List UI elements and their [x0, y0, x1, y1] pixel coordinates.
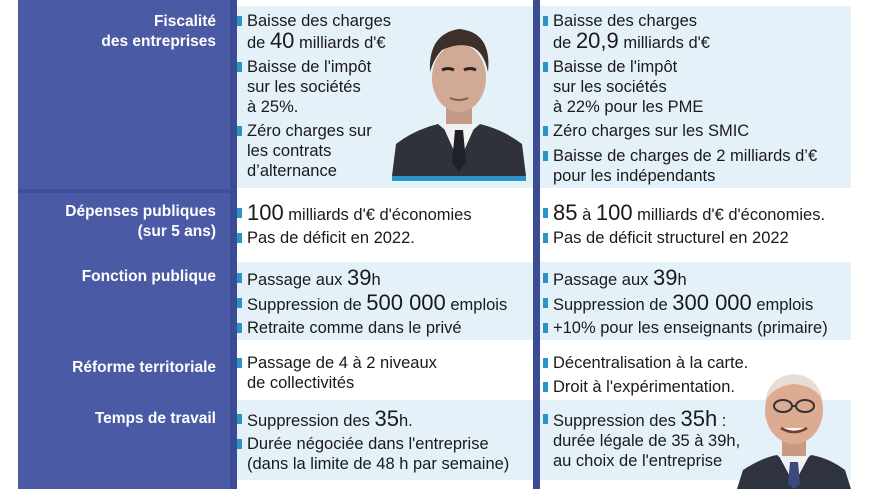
juppe-territoriale-item-2: Droit à l'expérimentation. — [543, 377, 735, 397]
item-text: de 40 milliards d'€ — [247, 28, 386, 53]
item-text: (dans la limite de 48 h par semaine) — [247, 455, 510, 473]
item-text: Passage de 4 à 2 niveaux — [247, 354, 437, 372]
item-text: de collectivités — [247, 374, 355, 392]
category-label: (sur 5 ans) — [137, 223, 216, 240]
juppe-fiscal-item-4 — [543, 146, 817, 186]
item-text: à 22% pour les PME — [553, 98, 704, 116]
item-text: au choix de l'entreprise — [553, 452, 723, 470]
category-label: Fiscalité — [153, 13, 216, 30]
item-text: à 25%. — [247, 98, 299, 116]
juppe-fonction-item-3: +10% pour les enseignants (primaire) — [543, 318, 828, 338]
category-travail — [95, 409, 216, 429]
item-text: Baisse de l'impôt — [247, 58, 372, 76]
category-sidebar — [18, 0, 230, 489]
fillon-fonction-item-3: Retraite comme dans le privé — [237, 318, 462, 338]
row-separator — [18, 189, 230, 193]
juppe-fonction-item-2: Suppression de 300 000 emplois — [543, 293, 813, 315]
category-depenses — [65, 202, 216, 242]
fillon-fiscal-item-1 — [237, 11, 391, 53]
category-label: Dépenses publiques — [65, 203, 216, 220]
juppe-fonction-item-1: Passage aux 39h — [543, 268, 687, 290]
category-fonction — [82, 267, 216, 287]
fillon-fiscal-item-3 — [237, 121, 372, 181]
juppe-portrait — [737, 358, 851, 489]
item-text: Baisse des charges — [553, 12, 697, 30]
fillon-portrait-bar — [392, 176, 526, 181]
item-text: les contrats — [247, 142, 332, 160]
item-text: Baisse de l'impôt — [553, 58, 678, 76]
item-text: Suppression des 35h : — [553, 406, 727, 431]
fillon-territoriale-item-1 — [237, 353, 437, 393]
fillon-fonction-item-1: Passage aux 39h — [237, 268, 381, 290]
category-label: des entreprises — [101, 33, 216, 50]
category-territoriale — [72, 358, 216, 378]
item-text: sur les sociétés — [553, 78, 667, 96]
item-text: sur les sociétés — [247, 78, 361, 96]
item-text: pour les indépendants — [553, 167, 716, 185]
item-text: Baisse de charges de 2 milliards d’€ — [553, 147, 818, 165]
category-fiscalite — [101, 12, 216, 52]
fillon-depenses-item-1: 100 milliards d'€ d'économies — [237, 203, 472, 225]
item-text: Baisse des charges — [247, 12, 391, 30]
item-text: de 20,9 milliards d'€ — [553, 28, 710, 53]
item-text: Zéro charges sur — [247, 122, 372, 140]
item-text: Durée négociée dans l'entreprise — [247, 435, 489, 453]
juppe-territoriale-item-1: Décentralisation à la carte. — [543, 353, 748, 373]
juppe-travail-item-1 — [543, 406, 741, 471]
category-label: Fonction publique — [81, 268, 216, 285]
column-divider — [230, 0, 237, 489]
juppe-depenses-item-1: 85 à 100 milliards d'€ d'économies. — [543, 203, 825, 225]
fillon-fonction-item-2: Suppression de 500 000 emplois — [237, 293, 507, 315]
juppe-depenses-item-2: Pas de déficit structurel en 2022 — [543, 228, 789, 248]
item-text: d’alternance — [247, 162, 337, 180]
column-divider — [533, 0, 540, 489]
juppe-fiscal-item-1 — [543, 11, 710, 53]
fillon-fiscal-item-2 — [237, 57, 371, 117]
fillon-portrait — [392, 12, 526, 176]
category-label: Temps de travail — [94, 410, 216, 427]
fillon-travail-item-2 — [237, 434, 509, 474]
juppe-fiscal-item-3: Zéro charges sur les SMIC — [543, 121, 749, 141]
category-label: Réforme territoriale — [72, 359, 216, 376]
item-text: durée légale de 35 à 39h, — [553, 432, 741, 450]
juppe-fiscal-item-2 — [543, 57, 703, 117]
fillon-depenses-item-2: Pas de déficit en 2022. — [237, 228, 415, 248]
fillon-travail-item-1: Suppression des 35h. — [237, 409, 413, 431]
